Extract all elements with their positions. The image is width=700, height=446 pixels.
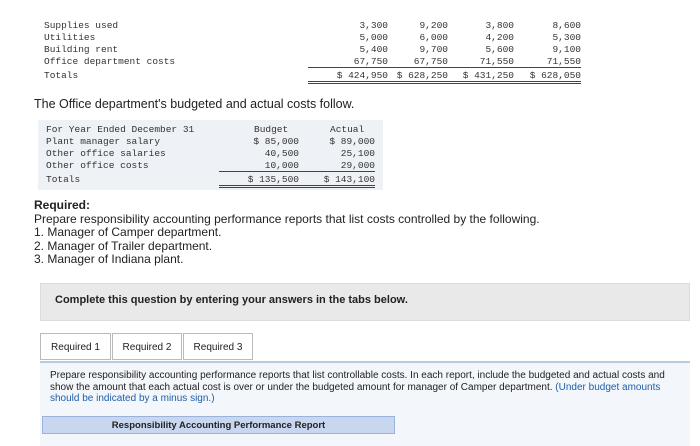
cell: 71,550 — [434, 56, 514, 68]
cell: 9,100 — [552, 44, 581, 55]
row-label: Other office costs — [46, 160, 149, 171]
table-row — [44, 44, 581, 56]
intro-text: The Office department's budgeted and actual costs follow. — [34, 97, 355, 111]
required-item: 2. Manager of Trailer department. — [34, 238, 213, 253]
actual-header: Actual — [330, 124, 365, 135]
cell: 9,700 — [419, 44, 448, 55]
office-cost-table — [38, 120, 383, 190]
budget-header: Budget — [254, 124, 289, 135]
table-header-row — [38, 124, 383, 136]
table-row — [38, 160, 383, 172]
cell: $ 424,950 — [308, 70, 388, 84]
table-row — [44, 70, 581, 84]
cell: $ 431,250 — [434, 70, 514, 84]
cell: $ 628,050 — [501, 70, 581, 84]
required-item: 3. Manager of Indiana plant. — [34, 252, 184, 266]
cell: 5,300 — [552, 32, 581, 43]
actual-cell: 29,000 — [295, 160, 375, 172]
cell: 71,550 — [501, 56, 581, 68]
actual-cell: $ 89,000 — [329, 136, 375, 147]
complete-prompt: Complete this question by entering your answers in the tabs below. — [55, 294, 408, 306]
instruction-panel — [40, 361, 690, 446]
cell: 5,600 — [485, 44, 514, 55]
tab-required-1[interactable]: Required 1 — [40, 333, 111, 360]
required-section — [34, 199, 540, 267]
table-row — [38, 148, 383, 160]
top-cost-table — [44, 20, 581, 84]
row-label: Other office salaries — [46, 148, 166, 159]
cell: 3,300 — [359, 20, 388, 31]
budget-cell: 10,000 — [219, 160, 299, 172]
table-row — [38, 174, 383, 188]
table-row — [44, 56, 581, 68]
tab-required-2[interactable]: Required 2 — [112, 333, 182, 360]
required-item: 1. Manager of Camper department. — [34, 225, 222, 239]
cell: 5,400 — [359, 44, 388, 55]
row-label: Plant manager salary — [46, 136, 161, 147]
report-tab-button[interactable]: Responsibility Accounting Performance Report — [42, 416, 395, 434]
table-row — [44, 20, 581, 32]
cell: $ 628,250 — [368, 70, 448, 84]
row-label: Totals — [44, 70, 79, 81]
row-label: Utilities — [44, 32, 96, 43]
cell: 6,000 — [419, 32, 448, 43]
cell: 5,000 — [359, 32, 388, 43]
cell: 67,750 — [368, 56, 448, 68]
row-label: Totals — [46, 174, 81, 185]
complete-prompt-box — [40, 283, 690, 321]
instruction-body: Prepare responsibility accounting performance reports that list controllable costs. In each report, include the budgeted and actual costs and show the amount that each actual cost is over or under the budgeted amount for manager of Camper department. — [50, 370, 665, 393]
row-label: Supplies used — [44, 20, 119, 31]
table-row — [38, 136, 383, 148]
instruction-text — [50, 370, 682, 405]
row-label: Office department costs — [44, 56, 176, 67]
required-description: Prepare responsibility accounting performance reports that list costs controlled by the following. — [34, 211, 540, 226]
actual-cell: 25,100 — [340, 148, 375, 159]
cell: 67,750 — [308, 56, 388, 68]
row-label: Building rent — [44, 44, 119, 55]
cell: 9,200 — [419, 20, 448, 31]
table-row — [44, 32, 581, 44]
cell: 3,800 — [485, 20, 514, 31]
tab-required-3[interactable]: Required 3 — [183, 333, 253, 360]
actual-cell: $ 143,100 — [295, 174, 375, 188]
cell: 8,600 — [552, 20, 581, 31]
budget-cell: $ 135,500 — [219, 174, 299, 188]
budget-cell: $ 85,000 — [253, 136, 299, 147]
header-label: For Year Ended December 31 — [46, 124, 195, 135]
cell: 4,200 — [485, 32, 514, 43]
required-title: Required: — [34, 198, 91, 212]
budget-cell: 40,500 — [264, 148, 299, 159]
instruction-note: (Under budget amounts should be indicated by a minus sign.) — [50, 381, 661, 404]
